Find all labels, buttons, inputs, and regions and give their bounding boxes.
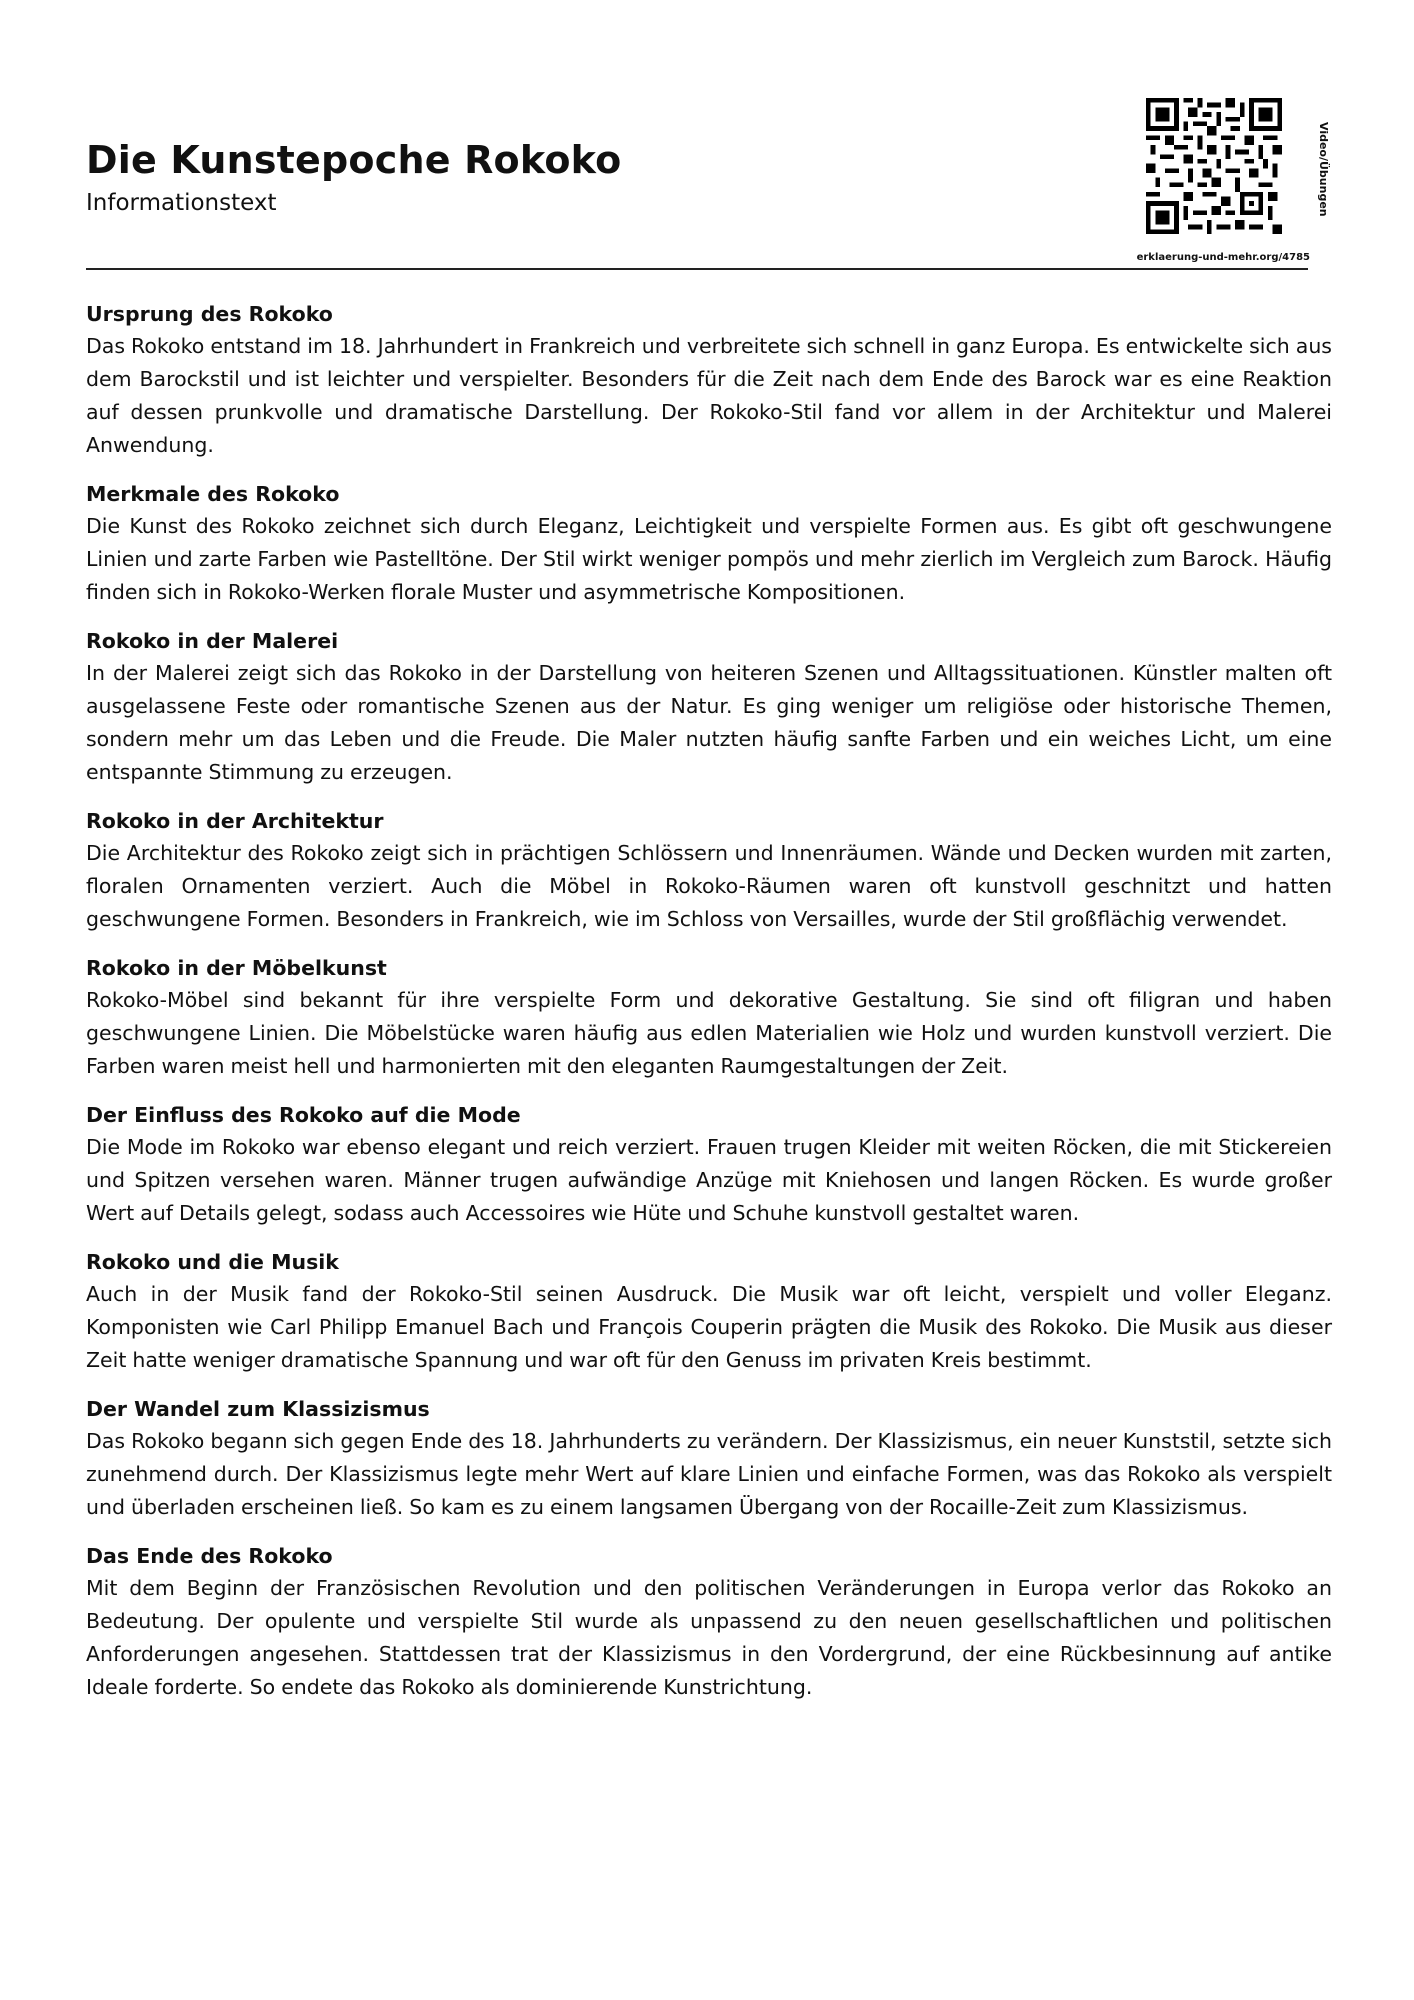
section-malerei: [86, 625, 1332, 789]
page-subtitle: Informationstext: [86, 190, 277, 216]
section-ursprung: [86, 298, 1332, 462]
section-paragraph: Das Rokoko begann sich gegen Ende des 18. Jahrhunderts zu verändern. Der Klassizismus, ein neuer Kunststil, setzte sich zunehmend durch. Der Klassizismus legte mehr Wert auf klare Linien und einfache Formen, was das Rokoko als verspielt und überladen erscheinen ließ. So kam es zu einem langsamen Übergang von der Rocaille-Zeit zum Klassizismus.: [86, 1429, 1332, 1519]
section-heading: Rokoko in der Architektur: [86, 809, 384, 833]
section-merkmale: [86, 478, 1332, 609]
section-klassizismus: [86, 1393, 1332, 1524]
section-heading: Das Ende des Rokoko: [86, 1544, 333, 1568]
source-url[interactable]: erklaerung-und-mehr.org/4785: [1136, 252, 1310, 263]
section-architektur: [86, 805, 1332, 936]
section-heading: Der Einfluss des Rokoko auf die Mode: [86, 1103, 521, 1127]
section-mode: [86, 1099, 1332, 1230]
section-paragraph: Auch in der Musik fand der Rokoko-Stil seinen Ausdruck. Die Musik war oft leicht, verspielt und voller Eleganz. Komponisten wie Carl Philipp Emanuel Bach und François Couperin prägten die Musik des Rokoko. Die Musik aus dieser Zeit hatte weniger dramatische Spannung und war oft für den Genuss im privaten Kreis bestimmt.: [86, 1282, 1332, 1372]
section-ende: [86, 1540, 1332, 1704]
section-paragraph: Die Architektur des Rokoko zeigt sich in prächtigen Schlössern und Innenräumen. Wände und Decken wurden mit zarten, floralen Ornamenten verziert. Auch die Möbel in Rokoko-Räumen waren oft kunstvoll geschnitzt und hatten geschwungene Formen. Besonders in Frankreich, wie im Schloss von Versailles, wurde der Stil großflächig verwendet.: [86, 841, 1332, 931]
section-heading: Merkmale des Rokoko: [86, 482, 340, 506]
section-heading: Rokoko in der Malerei: [86, 629, 339, 653]
header-divider: [86, 268, 1308, 270]
text-body: [86, 298, 1332, 1720]
section-paragraph: In der Malerei zeigt sich das Rokoko in der Darstellung von heiteren Szenen und Alltagssituationen. Künstler malten oft ausgelassene Feste oder romantische Szenen aus der Natur. Es ging weniger um religiöse oder historische Themen, sondern mehr um das Leben und die Freude. Die Maler nutzten häufig sanfte Farben und ein weiches Licht, um eine entspannte Stimmung zu erzeugen.: [86, 661, 1332, 784]
section-heading: Ursprung des Rokoko: [86, 302, 333, 326]
section-musik: [86, 1246, 1332, 1377]
page-header: [86, 98, 1330, 270]
video-uebungen-label: Video/Übungen: [1317, 122, 1330, 217]
section-paragraph: Die Mode im Rokoko war ebenso elegant und reich verziert. Frauen trugen Kleider mit weiten Röcken, die mit Stickereien und Spitzen versehen waren. Männer trugen aufwändige Anzüge mit Kniehosen und langen Röcken. Es wurde großer Wert auf Details gelegt, sodass auch Accessoires wie Hüte und Schuhe kunstvoll gestaltet waren.: [86, 1135, 1332, 1225]
section-heading: Rokoko und die Musik: [86, 1250, 339, 1274]
section-moebelkunst: [86, 952, 1332, 1083]
page-title: Die Kunstepoche Rokoko: [86, 138, 622, 182]
section-paragraph: Mit dem Beginn der Französischen Revolution und den politischen Veränderungen in Europa verlor das Rokoko an Bedeutung. Der opulente und verspielte Stil wurde als unpassend zu den neuen gesellschaftlichen und politischen Anforderungen angesehen. Stattdessen trat der Klassizismus in den Vordergrund, der eine Rückbesinnung auf antike Ideale forderte. So endete das Rokoko als dominierende Kunstrichtung.: [86, 1576, 1332, 1699]
section-paragraph: Die Kunst des Rokoko zeichnet sich durch Eleganz, Leichtigkeit und verspielte Formen aus. Es gibt oft geschwungene Linien und zarte Farben wie Pastelltöne. Der Stil wirkt weniger pompös und mehr zierlich im Vergleich zum Barock. Häufig finden sich in Rokoko-Werken florale Muster und asymmetrische Kompositionen.: [86, 514, 1332, 604]
section-paragraph: Rokoko-Möbel sind bekannt für ihre verspielte Form und dekorative Gestaltung. Sie sind oft filigran und haben geschwungene Linien. Die Möbelstücke waren häufig aus edlen Materialien wie Holz und wurden kunstvoll verziert. Die Farben waren meist hell und harmonierten mit den eleganten Raumgestaltungen der Zeit.: [86, 988, 1332, 1078]
qr-code-icon[interactable]: [1146, 98, 1282, 234]
section-heading: Der Wandel zum Klassizismus: [86, 1397, 430, 1421]
section-heading: Rokoko in der Möbelkunst: [86, 956, 387, 980]
section-paragraph: Das Rokoko entstand im 18. Jahrhundert in Frankreich und verbreitete sich schnell in ganz Europa. Es entwickelte sich aus dem Barockstil und ist leichter und verspielter. Besonders für die Zeit nach dem Ende des Barock war es eine Reaktion auf dessen prunkvolle und dramatische Darstellung. Der Rokoko-Stil fand vor allem in der Architektur und Malerei Anwendung.: [86, 334, 1332, 457]
